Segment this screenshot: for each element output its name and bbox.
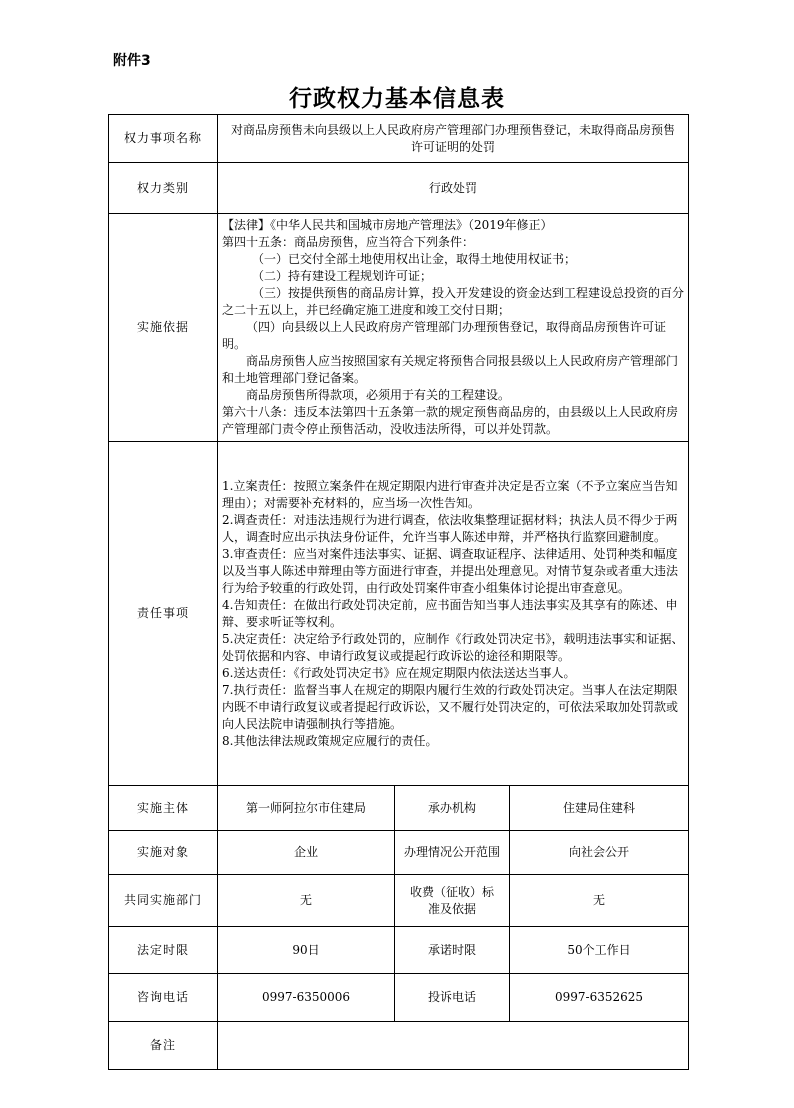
info-table <box>108 114 689 1070</box>
row-target <box>109 831 689 875</box>
duty-item: 4.告知责任：在做出行政处罚决定前，应书面告知当事人违法事实及其享有的陈述、申辩、要求听证等权利。 <box>222 597 678 629</box>
label-duties: 责任事项 <box>109 442 218 786</box>
value-subject: 第一师阿拉尔市住建局 <box>218 786 395 831</box>
value-basis <box>218 214 689 442</box>
value-category: 行政处罚 <box>218 163 689 214</box>
label-fee: 收费（征收）标准及依据 <box>395 875 510 927</box>
label-promise-limit: 承诺时限 <box>395 927 510 974</box>
basis-line: 商品房预售人应当按照国家有关规定将预售合同报县级以上人民政府房产管理部门和土地管理部门登记备案。 <box>222 354 679 385</box>
value-name: 对商品房预售未向县级以上人民政府房产管理部门办理预售登记，未取得商品房预售许可证明的处罚 <box>218 115 689 163</box>
label-joint: 共同实施部门 <box>109 875 218 927</box>
duty-item: 5.决定责任：决定给予行政处罚的，应制作《行政处罚决定书》，载明违法事实和证据、处罚依据和内容、申请行政复议或提起行政诉讼的途径和期限等。 <box>222 631 684 663</box>
label-name: 权力事项名称 <box>109 115 218 163</box>
label-handler: 承办机构 <box>395 786 510 831</box>
label-legal-limit: 法定时限 <box>109 927 218 974</box>
label-subject: 实施主体 <box>109 786 218 831</box>
row-phone <box>109 974 689 1022</box>
label-disclosure: 办理情况公开范围 <box>395 831 510 875</box>
label-target: 实施对象 <box>109 831 218 875</box>
duty-item: 2.调查责任：对违法违规行为进行调查，依法收集整理证据材料；执法人员不得少于两人，调查时应出示执法身份证件，允许当事人陈述申辩，并严格执行监察回避制度。 <box>222 512 678 544</box>
basis-line: （四）向县级以上人民政府房产管理部门办理预售登记，取得商品房预售许可证明。 <box>222 320 667 351</box>
value-disclosure: 向社会公开 <box>510 831 689 875</box>
value-joint: 无 <box>218 875 395 927</box>
label-consult-phone: 咨询电话 <box>109 974 218 1022</box>
basis-line: （一）已交付全部土地使用权出让金，取得土地使用权证书； <box>252 252 577 266</box>
row-remark <box>109 1022 689 1070</box>
value-legal-limit: 90日 <box>218 927 395 974</box>
duty-item: 7.执行责任：监督当事人在规定的期限内履行生效的行政处罚决定。当事人在法定期限内既不申请行政复议或者提起行政诉讼，又不履行处罚决定的，可依法采取加处罚款或向人民法院申请强制执行等措施。 <box>222 682 679 731</box>
label-remark: 备注 <box>109 1022 218 1070</box>
row-timelimit <box>109 927 689 974</box>
row-joint <box>109 875 689 927</box>
value-handler: 住建局住建科 <box>510 786 689 831</box>
label-complaint-phone: 投诉电话 <box>395 974 510 1022</box>
row-category <box>109 163 689 214</box>
value-consult-phone: 0997-6350006 <box>218 974 395 1022</box>
duty-item: 1.立案责任：按照立案条件在规定期限内进行审查并决定是否立案（不予立案应当告知理由）；对需要补充材料的，应当场一次性告知。 <box>222 478 678 510</box>
value-target: 企业 <box>218 831 395 875</box>
value-fee: 无 <box>510 875 689 927</box>
value-complaint-phone: 0997-6352625 <box>510 974 689 1022</box>
row-name <box>109 115 689 163</box>
basis-line: 第四十五条：商品房预售，应当符合下列条件： <box>222 235 475 249</box>
basis-line: （三）按提供预售的商品房计算，投入开发建设的资金达到工程建设总投资的百分之二十五以上，并已经确定施工进度和竣工交付日期； <box>222 286 685 317</box>
page-title: 行政权力基本信息表 <box>289 85 505 112</box>
value-remark <box>218 1022 689 1070</box>
row-basis <box>109 214 689 442</box>
basis-line: 商品房预售所得款项，必须用于有关的工程建设。 <box>246 388 511 402</box>
row-subject <box>109 786 689 831</box>
label-basis: 实施依据 <box>109 214 218 442</box>
label-category: 权力类别 <box>109 163 218 214</box>
basis-line: 【法律】《中华人民共和国城市房地产管理法》（2019年修正） <box>222 218 553 232</box>
basis-line: 第六十八条：违反本法第四十五条第一款的规定预售商品房的，由县级以上人民政府房产管理部门责令停止预售活动，没收违法所得，可以并处罚款。 <box>222 405 679 436</box>
row-duties <box>109 442 689 786</box>
value-duties <box>218 442 689 786</box>
duty-item: 3.审查责任：应当对案件违法事实、证据、调查取证程序、法律适用、处罚种类和幅度以及当事人陈述申辩理由等方面进行审查，并提出处理意见。对情节复杂或者重大违法行为给予较重的行政处罚，由行政处罚案件审查小组集体讨论提出审查意见。 <box>222 546 679 595</box>
value-promise-limit: 50个工作日 <box>510 927 689 974</box>
duty-item: 6.送达责任：《行政处罚决定书》应在规定期限内依法送达当事人。 <box>222 665 576 680</box>
attachment-label: 附件3 <box>113 53 151 69</box>
duty-item: 8.其他法律法规政策规定应履行的责任。 <box>222 733 438 748</box>
basis-line: （二）持有建设工程规划许可证； <box>252 269 433 283</box>
